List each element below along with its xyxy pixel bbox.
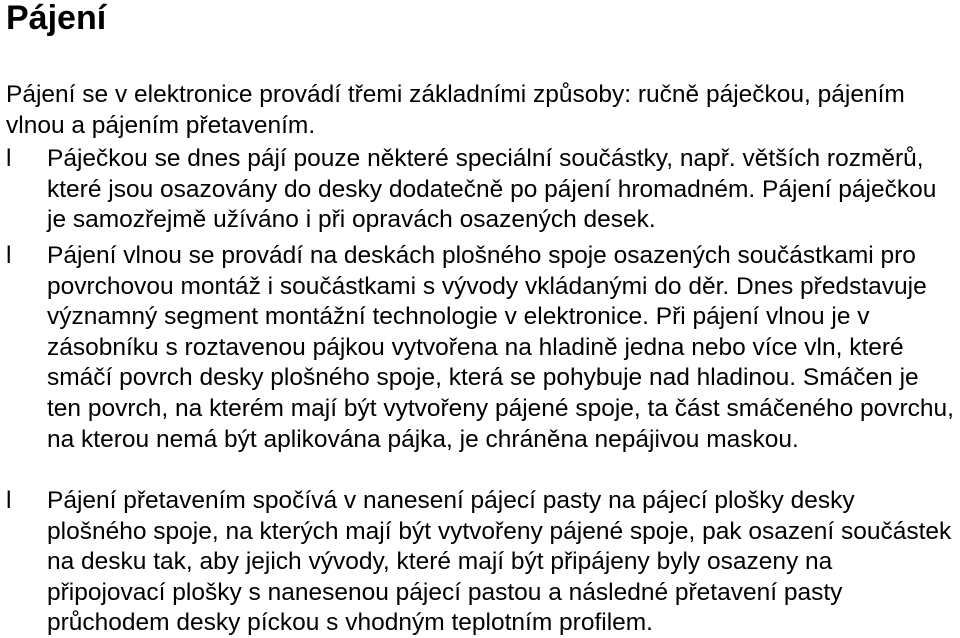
bullet-marker: l [6, 487, 12, 514]
bullet-item-hand-soldering [6, 144, 954, 236]
bullet-text: Pájení přetavením spočívá v nanesení pájecí pasty na pájecí plošky desky plošného spoje, na kterých mají být vytvořeny pájené spoje, pak osazení součástek na desku tak, aby jejich vývody, které mají být připájeny byly osazeny na připojovací plošky s nanesenou pájecí pastou a následné přetavení pasty průchodem desky píckou s vhodným teplotním profilem. [47, 487, 952, 637]
bullet-item-reflow-soldering [6, 486, 954, 638]
bullet-item-wave-soldering [6, 241, 954, 455]
intro-paragraph: Pájení se v elektronice provádí třemi základními způsoby: ručně páječkou, pájením vlnou a pájením přetavením. [6, 81, 905, 139]
bullet-marker: l [6, 242, 12, 269]
bullet-text: Páječkou se dnes pájí pouze některé speciální součástky, např. větších rozměrů, které jsou osazovány do desky dodatečně po pájení hromadném. Pájení páječkou je samozřejmě užíváno i při opravách osazených desek. [47, 145, 937, 234]
bullet-text: Pájení vlnou se provádí na deskách plošného spoje osazených součástkami pro povrchovou montáž i součástkami s vývody vkládanými do děr. Dnes představuje významný segment montážní technologie v elektronice. Při pájení vlnou je v zásobníku s roztavenou pájkou vytvořena na hladině jedna nebo více vln, které smáčí povrch desky plošného spoje, která se pohybuje nad hladinou. Smáčen je ten povrch, na kterém mají být vytvořeny pájené spoje, ta část smáčeného povrchu, na kterou nemá být aplikována pájka, je chráněna nepájivou maskou. [47, 242, 954, 453]
bullet-marker: l [6, 145, 12, 172]
page-title: Pájení [6, 0, 107, 37]
